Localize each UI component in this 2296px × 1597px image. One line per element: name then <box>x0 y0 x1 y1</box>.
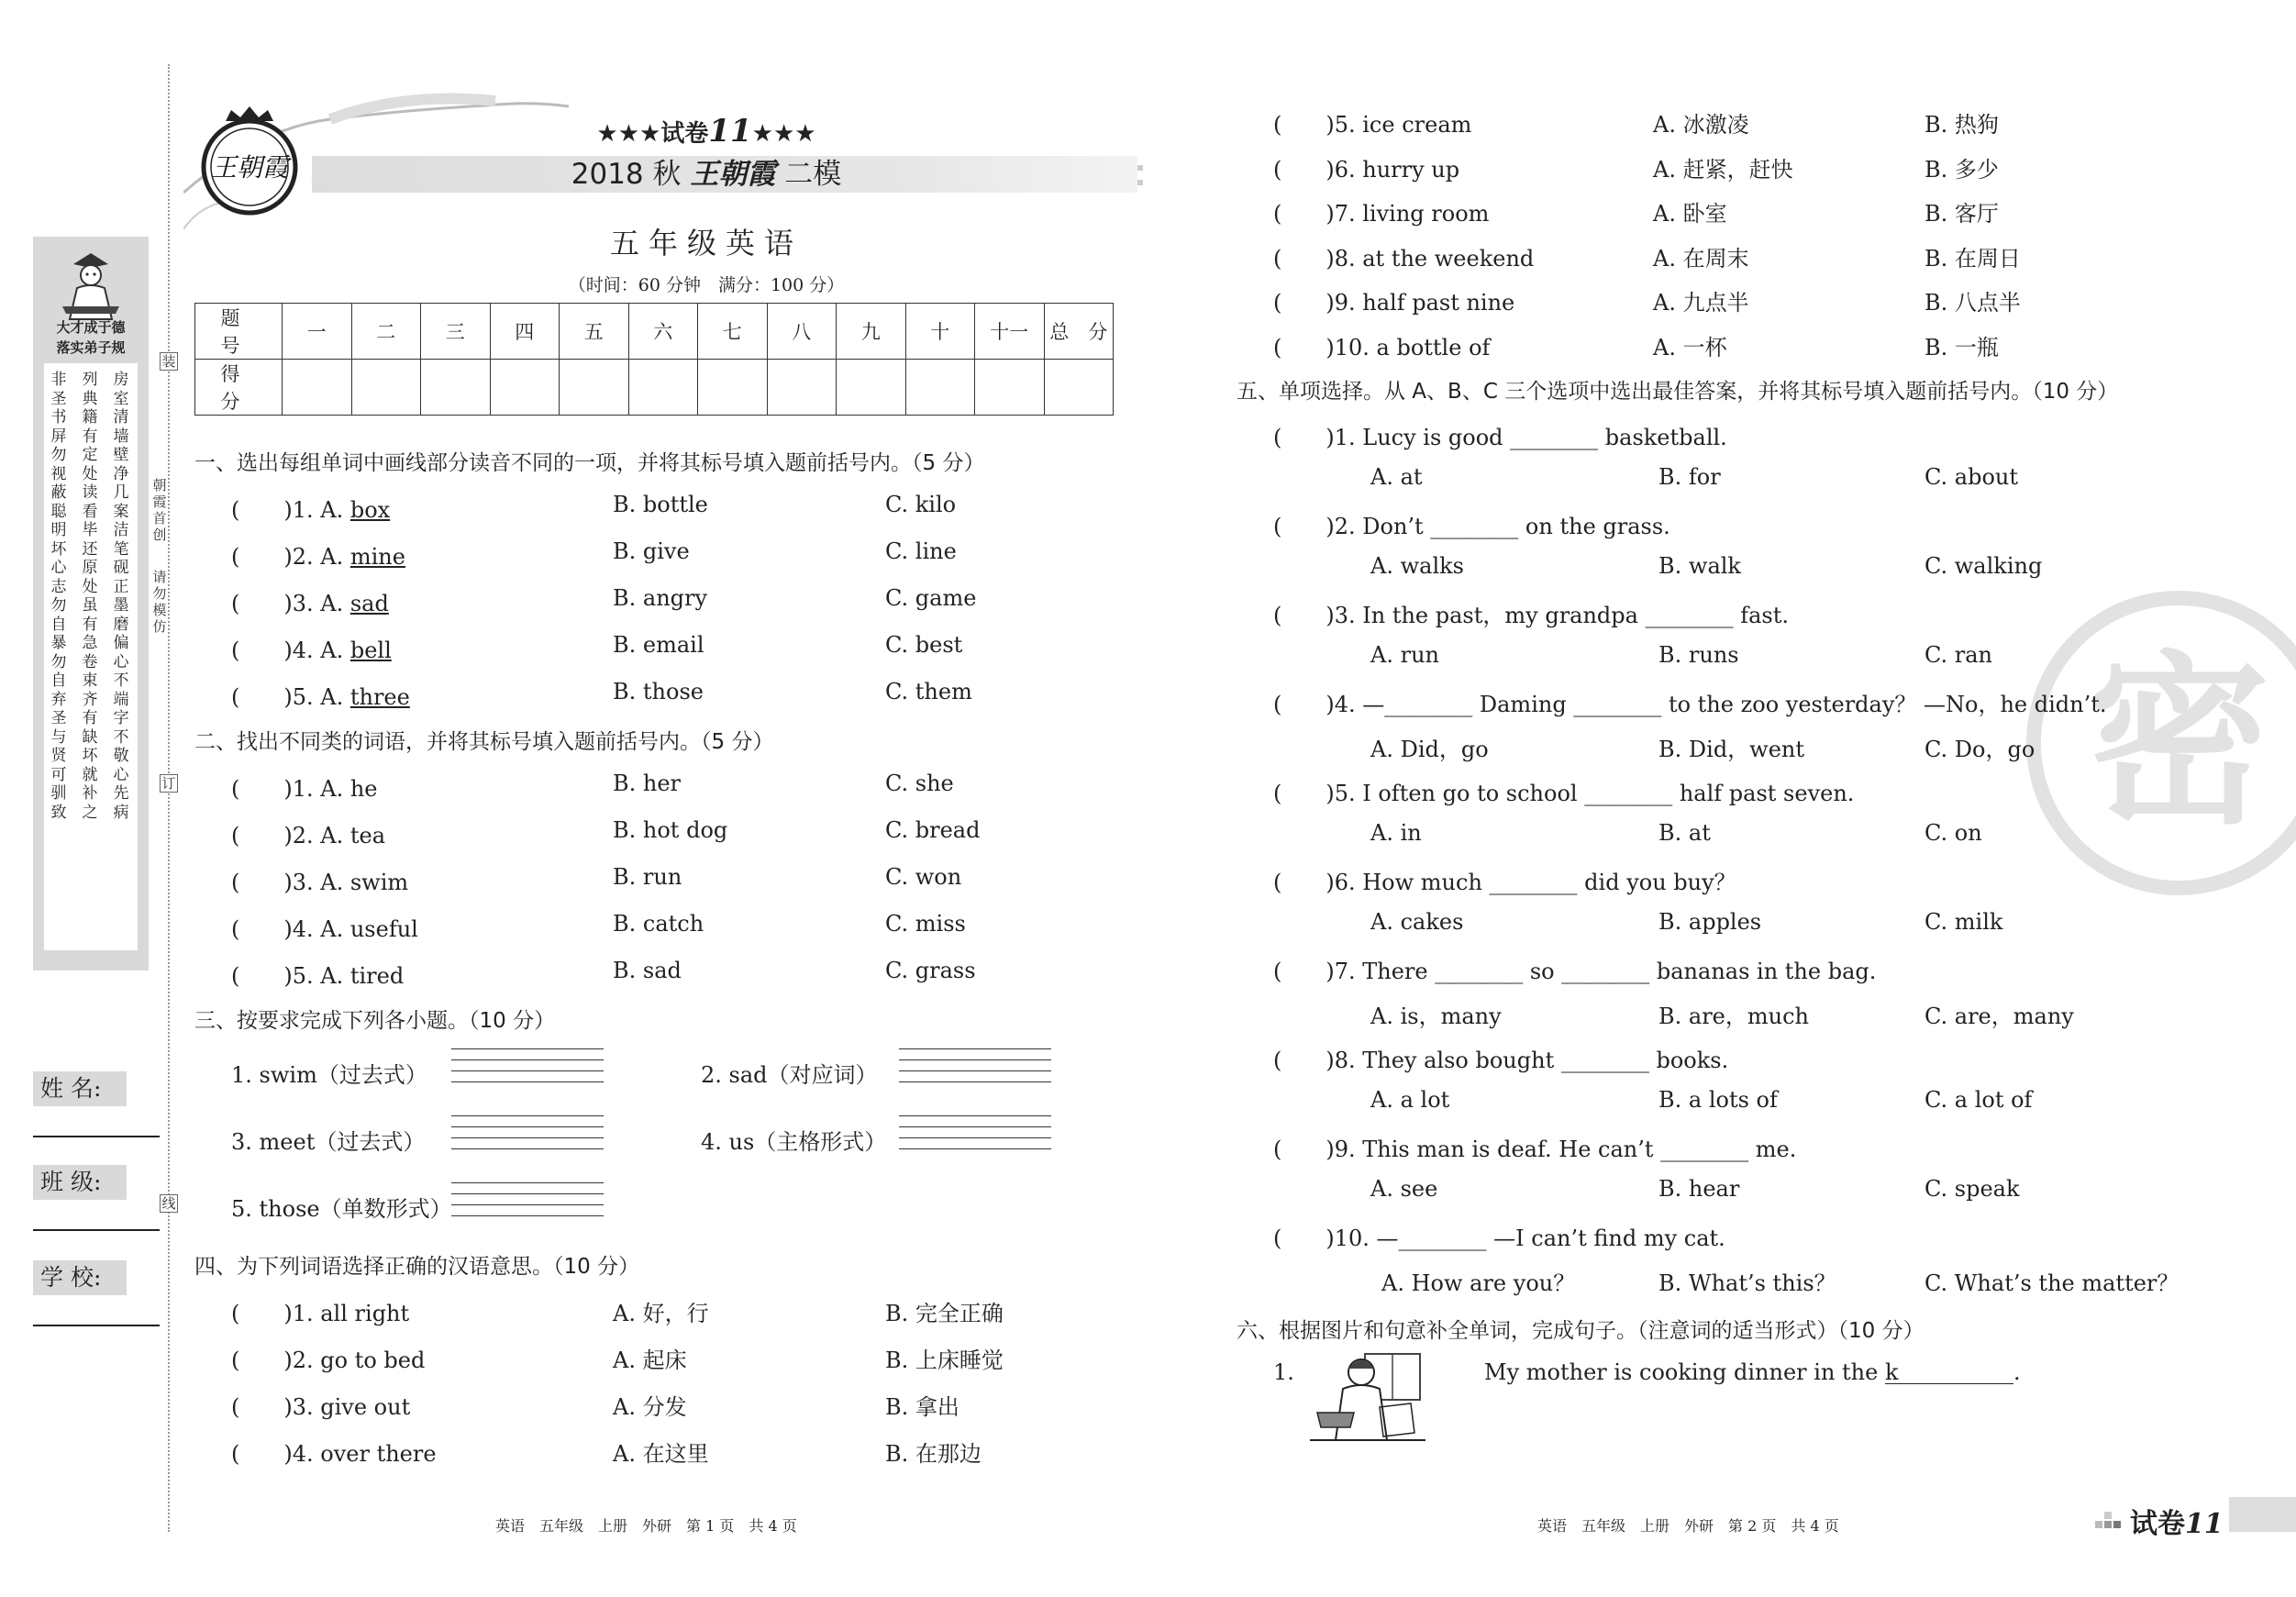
time-info: （时间：60 分钟 满分：100 分） <box>568 275 845 295</box>
score-cell[interactable] <box>1044 360 1114 416</box>
score-cell[interactable] <box>698 360 768 416</box>
question-row: ( )9. half past nine <box>1273 290 1515 316</box>
option-b: B. 热狗 <box>1924 112 1999 138</box>
motto-grid <box>44 363 138 950</box>
question-row: ( )4. A. useful <box>231 916 418 942</box>
score-table-header-row <box>195 304 1114 360</box>
option-a: A. 九点半 <box>1653 290 1749 316</box>
option-b: B. give <box>613 538 690 564</box>
option-c: C. milk <box>1924 909 2003 935</box>
option-b: B. at <box>1658 820 1711 846</box>
brand-seal-text: 王朝霞 <box>210 152 289 183</box>
score-col: 总 分 <box>1044 304 1114 360</box>
transform-item-2: 2. sad（对应词） <box>701 1062 878 1088</box>
option-c: C. a lot of <box>1924 1087 2033 1113</box>
option-a: A. is，many <box>1370 1004 1502 1029</box>
question-row: ( )10. a bottle of <box>1273 335 1491 360</box>
option-b: B. email <box>613 632 704 658</box>
option-c: C. them <box>885 679 972 704</box>
section-1-title: 一、选出每组单词中画线部分读音不同的一项，并将其标号填入题前括号内。（5 分） <box>194 451 985 475</box>
option-a: A. 赶紧，赶快 <box>1653 156 1793 183</box>
option-c: C. kilo <box>885 492 957 517</box>
score-col: 四 <box>490 304 560 360</box>
option-c: C. about <box>1924 464 2018 490</box>
option-a: A. 分发 <box>613 1394 687 1420</box>
transform-item-1: 1. swim（过去式） <box>231 1062 427 1088</box>
section-4-title: 四、为下列词语选择正确的汉语意思。（10 分） <box>194 1255 640 1279</box>
motto-text: 大才成于德 落实弟子规 <box>56 319 126 356</box>
score-cell[interactable] <box>490 360 560 416</box>
picture-item-sentence: My mother is cooking dinner in the k . <box>1484 1359 2021 1385</box>
corner-bar <box>2229 1497 2296 1532</box>
question-row: ( )4. over there <box>231 1441 437 1467</box>
picture-item-number: 1. <box>1273 1359 1294 1385</box>
option-b: B. hear <box>1658 1176 1740 1202</box>
option-c: C. won <box>885 864 962 890</box>
brand-name: 王朝霞 <box>690 158 776 191</box>
exam-number: ★★★试卷11★★★ <box>596 113 816 150</box>
option-a: A. run <box>1370 642 1439 668</box>
side-label-original: 朝霞首创 <box>152 477 167 543</box>
option-c: C. ran <box>1924 642 1993 668</box>
motto-column-2: 列典籍有定处读看毕还原处虽有急卷束齐有缺坏就补之 <box>82 371 98 822</box>
writing-lines-3[interactable] <box>451 1115 604 1149</box>
option-a: A. How are you？ <box>1381 1270 1576 1296</box>
mc-question: ( )6. How much ________ did you buy？ <box>1273 870 1736 895</box>
footer-page-1: 英语 五年级 上册 外研 第 1 页 共 4 页 <box>495 1517 797 1535</box>
exam-number-corner: 试卷11 <box>2130 1508 2224 1540</box>
mc-question: ( )10. —________ —I can’t find my cat. <box>1273 1225 1725 1251</box>
footer-page-2: 英语 五年级 上册 外研 第 2 页 共 4 页 <box>1537 1517 1839 1535</box>
seal-watermark <box>2023 587 2296 899</box>
scholar-figure-icon <box>53 246 128 328</box>
exam-title: 2018 秋 王朝霞 二模 <box>571 158 842 191</box>
score-cell[interactable] <box>837 360 906 416</box>
class-line[interactable] <box>33 1229 160 1231</box>
option-b: B. 拿出 <box>885 1394 959 1420</box>
option-b: B. walk <box>1658 553 1741 579</box>
score-col: 三 <box>421 304 491 360</box>
motto-strip <box>33 237 149 970</box>
score-row-label: 得 分 <box>195 360 283 416</box>
option-b: B. a lots of <box>1658 1087 1778 1113</box>
mc-question: ( )5. I often go to school ________ half past seven. <box>1273 781 1855 806</box>
score-cell[interactable] <box>905 360 975 416</box>
score-cell[interactable] <box>767 360 837 416</box>
question-row: ( )2. go to bed <box>231 1347 426 1373</box>
option-b: B. 一瓶 <box>1924 335 1999 360</box>
binding-mark-zhuang: 装 <box>160 352 178 371</box>
option-c: C. What’s the matter？ <box>1924 1270 2180 1296</box>
option-b: B. 客厅 <box>1924 201 1999 227</box>
writing-lines-4[interactable] <box>899 1115 1051 1149</box>
binding-dotted-line <box>168 64 170 1532</box>
mc-question: ( )7. There ________ so ________ bananas in the bag. <box>1273 959 1877 984</box>
section-3-title: 三、按要求完成下列各小题。（10 分） <box>194 1009 556 1033</box>
option-a: A. see <box>1370 1176 1438 1202</box>
question-row: ( )5. A. three <box>231 684 410 710</box>
transform-item-4: 4. us（主格形式） <box>701 1129 887 1155</box>
answer-blank[interactable]: k <box>1885 1361 2013 1384</box>
writing-lines-5[interactable] <box>451 1182 604 1216</box>
binding-mark-xian: 线 <box>160 1194 178 1213</box>
section-6-title: 六、根据图片和句意补全单词，完成句子。（注意词的适当形式）（10 分） <box>1237 1319 1924 1343</box>
option-b: B. 完全正确 <box>885 1301 1004 1326</box>
question-row: ( )3. A. swim <box>231 870 409 895</box>
score-cell[interactable] <box>283 360 352 416</box>
option-b: B. bottle <box>613 492 708 517</box>
question-row: ( )3. A. sad <box>231 591 389 616</box>
score-col: 七 <box>698 304 768 360</box>
option-a: A. 卧室 <box>1653 201 1727 227</box>
motto-column-1: 非圣书屏勿视蔽聪明坏心志勿自暴勿自弃圣与贤可驯致 <box>50 371 67 822</box>
question-row: ( )7. living room <box>1273 201 1490 227</box>
option-a: A. 冰激凌 <box>1653 112 1749 138</box>
score-col: 八 <box>767 304 837 360</box>
question-row: ( )2. A. mine <box>231 544 405 570</box>
question-row: ( )4. A. bell <box>231 638 392 663</box>
school-field[interactable] <box>33 1260 160 1326</box>
option-b: B. apples <box>1658 909 1762 935</box>
score-row-label: 题 号 <box>195 304 283 360</box>
option-c: C. walking <box>1924 553 2043 579</box>
option-b: B. 在周日 <box>1924 245 2021 272</box>
subject-title: 五年级英语 <box>609 226 803 261</box>
score-cell[interactable] <box>421 360 491 416</box>
option-c: C. Do，go <box>1924 737 2035 762</box>
score-col: 一 <box>283 304 352 360</box>
option-b: B. are，much <box>1658 1004 1809 1029</box>
score-col: 十 <box>905 304 975 360</box>
class-label: 班 级: <box>33 1165 127 1200</box>
option-b: B. 八点半 <box>1924 290 2021 316</box>
class-field[interactable] <box>33 1165 160 1231</box>
option-a: A. 一杯 <box>1653 335 1727 360</box>
score-col: 九 <box>837 304 906 360</box>
option-b: B. run <box>613 864 682 890</box>
question-row: ( )5. A. tired <box>231 963 405 989</box>
option-a: A. in <box>1370 820 1422 846</box>
mc-question: ( )4. —________ Daming ________ to the zoo yesterday？ —No，he didn’t. <box>1273 692 2107 717</box>
writing-lines-2[interactable] <box>899 1048 1051 1082</box>
option-c: C. bread <box>885 817 981 843</box>
question-row: ( )8. at the weekend <box>1273 245 1535 272</box>
question-row: ( )5. ice cream <box>1273 112 1472 138</box>
option-b: B. for <box>1658 464 1721 490</box>
writing-lines-1[interactable] <box>451 1048 604 1082</box>
option-b: B. Did，went <box>1658 737 1805 762</box>
question-row: ( )1. A. box <box>231 497 391 523</box>
option-c: C. she <box>885 771 954 796</box>
option-c: C. best <box>885 632 963 658</box>
option-c: C. line <box>885 538 957 564</box>
option-a: A. cakes <box>1370 909 1464 935</box>
option-c: C. are，many <box>1924 1004 2074 1029</box>
score-col: 二 <box>351 304 421 360</box>
score-cell[interactable] <box>975 360 1045 416</box>
score-col: 六 <box>628 304 698 360</box>
brand-seal-logo <box>194 103 305 216</box>
score-cell[interactable] <box>560 360 629 416</box>
option-b: B. runs <box>1658 642 1739 668</box>
question-row: ( )1. A. he <box>231 776 378 802</box>
section-5-title: 五、单项选择。从 A、B、C 三个选项中选出最佳答案，并将其标号填入题前括号内。（10 分） <box>1237 380 2119 404</box>
option-c: C. speak <box>1924 1176 2020 1202</box>
option-a: A. 起床 <box>613 1347 687 1373</box>
mc-question: ( )3. In the past，my grandpa ________ fast. <box>1273 603 1790 628</box>
mc-question: ( )8. They also bought ________ books. <box>1273 1048 1729 1073</box>
option-b: B. angry <box>613 585 708 611</box>
score-cell[interactable] <box>628 360 698 416</box>
motto-column-3: 房室清墙壁净几案洁笔砚正墨磨偏心不端字不敬心先病 <box>113 371 129 822</box>
seal-char: 密 <box>2086 636 2271 849</box>
section-2-title: 二、找出不同类的词语，并将其标号填入题前括号内。（5 分） <box>194 730 774 754</box>
mc-question: ( )2. Don’t ________ on the grass. <box>1273 514 1670 539</box>
option-b: B. 多少 <box>1924 156 1999 183</box>
option-a: A. 在这里 <box>613 1441 709 1467</box>
name-line[interactable] <box>33 1136 160 1137</box>
transform-item-3: 3. meet（过去式） <box>231 1129 426 1155</box>
option-b: B. those <box>613 679 704 704</box>
binding-mark-ding: 订 <box>160 774 178 793</box>
question-row: ( )1. all right <box>231 1301 410 1326</box>
option-c: C. on <box>1924 820 1982 846</box>
score-col: 五 <box>560 304 629 360</box>
corner-squares-icon <box>2095 1508 2123 1530</box>
mc-question: ( )9. This man is deaf. He can’t ________ me. <box>1273 1137 1797 1162</box>
question-row: ( )2. A. tea <box>231 823 385 848</box>
option-a: A. 好，行 <box>613 1301 709 1326</box>
option-b: B. 上床睡觉 <box>885 1347 1004 1373</box>
option-c: C. game <box>885 585 977 611</box>
option-a: A. Did，go <box>1370 737 1489 762</box>
option-b: B. sad <box>613 958 682 983</box>
transform-item-5: 5. those（单数形式） <box>231 1196 452 1222</box>
option-a: A. 在周末 <box>1653 245 1749 272</box>
option-c: C. miss <box>885 911 966 937</box>
score-col: 十一 <box>975 304 1045 360</box>
name-label: 姓 名: <box>33 1071 127 1106</box>
option-b: B. her <box>613 771 682 796</box>
option-b: B. hot dog <box>613 817 728 843</box>
school-line[interactable] <box>33 1325 160 1326</box>
option-a: A. at <box>1370 464 1423 490</box>
option-a: A. a lot <box>1370 1087 1450 1113</box>
option-b: B. catch <box>613 911 704 937</box>
option-b: B. What’s this？ <box>1658 1270 1836 1296</box>
option-c: C. grass <box>885 958 976 983</box>
score-table-score-row <box>195 360 1114 416</box>
option-b: B. 在那边 <box>885 1441 982 1467</box>
question-row: ( )6. hurry up <box>1273 156 1460 183</box>
mc-question: ( )1. Lucy is good ________ basketball. <box>1273 425 1727 450</box>
option-a: A. walks <box>1370 553 1464 579</box>
question-row: ( )3. give out <box>231 1394 411 1420</box>
side-label-no-copy: 请勿模仿 <box>152 569 167 635</box>
school-label: 学 校: <box>33 1260 127 1295</box>
score-cell[interactable] <box>351 360 421 416</box>
cooking-mother-picture <box>1310 1348 1425 1449</box>
name-field[interactable] <box>33 1071 160 1137</box>
score-table <box>194 303 1114 416</box>
